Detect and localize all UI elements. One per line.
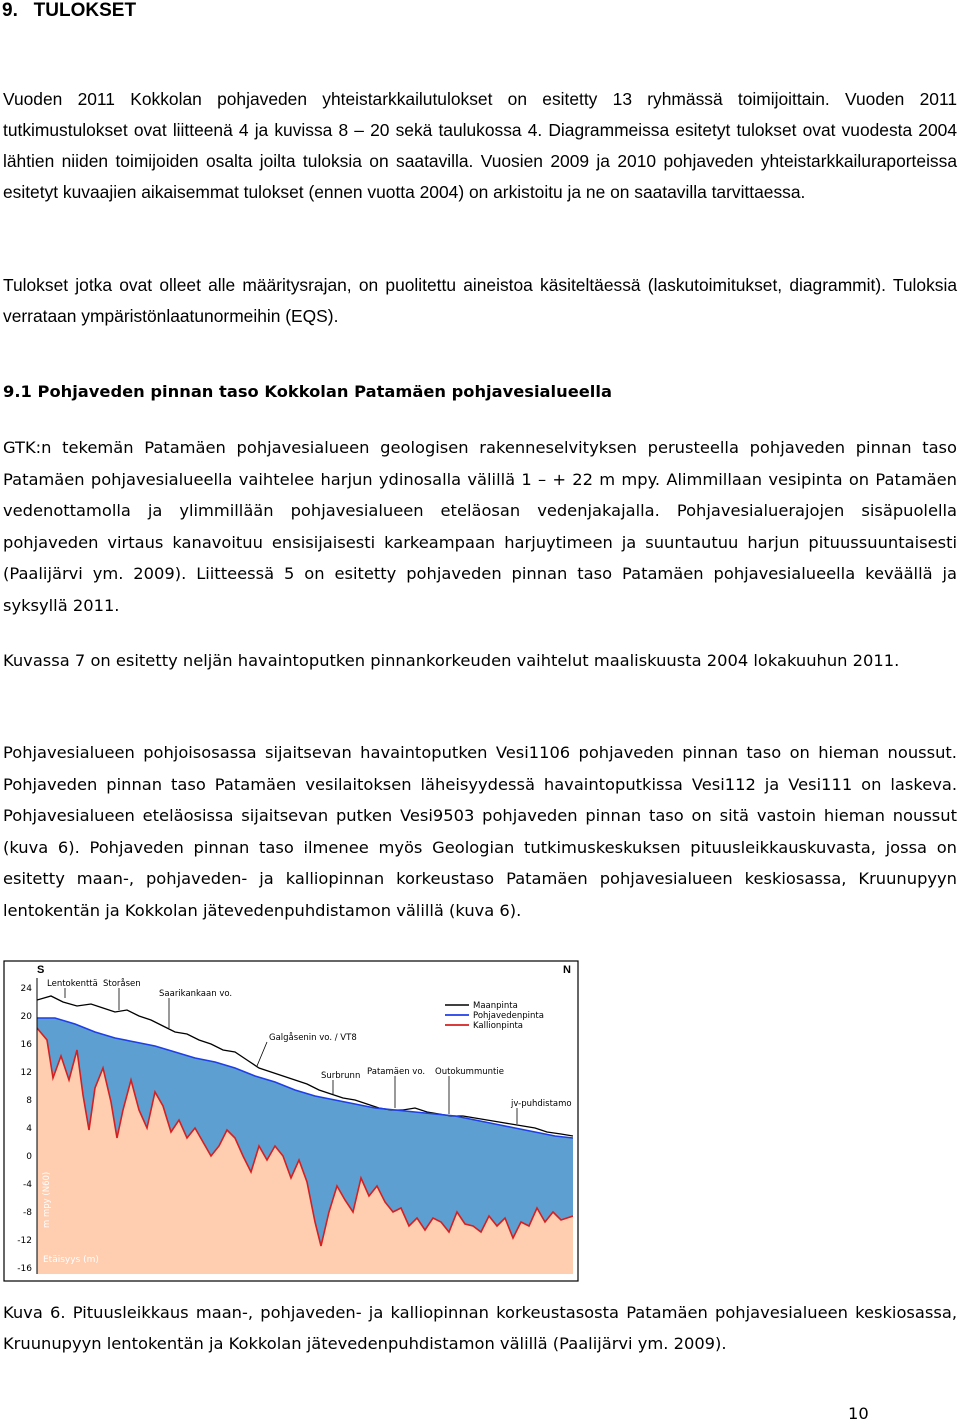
y-tick-label: 0 — [26, 1152, 32, 1162]
paragraph-intro: Vuoden 2011 Kokkolan pohjaveden yhteistarkkailutulokset on esitetty 13 ryhmässä toimijoittain. Vuoden 2011 tutkimustulokset ovat liitteenä 4 ja kuvissa 8 – 20 sekä taulukossa 4. Diagrammeissa esitetyt tulokset ovat vuodesta 2004 lähtien niiden toimijoiden osalta joilta tuloksia on saatavilla. Vuosien 2009 ja 2010 pohjaveden yhteistarkkailuraporteissa esitetyt kuvaajien aikaisemmat tulokset (ennen vuotta 2004) on arkistoitu ja ne on saatavilla tarvittaessa. — [3, 89, 957, 202]
subsection-heading: 9.1 Pohjaveden pinnan taso Kokkolan Patamäen pohjavesialueella — [3, 382, 612, 401]
section-heading: 9. TULOKSET — [2, 0, 137, 21]
legend-label-rock: Kallionpinta — [473, 1021, 523, 1031]
direction-south: S — [37, 964, 45, 976]
place-label-patamaen: Patamäen vo. — [367, 1067, 426, 1077]
place-label-lentokentta: Lentokenttä — [47, 979, 98, 989]
legend-label-ground: Maanpinta — [473, 1001, 518, 1011]
y-tick-label: -4 — [23, 1180, 32, 1190]
y-tick-label: 4 — [26, 1124, 32, 1134]
place-label-jvpuhdistamo: jv-puhdistamo — [511, 1099, 572, 1109]
x-axis-label: Etäisyys (m) — [43, 1255, 99, 1265]
place-label-saarikankaan: Saarikankaan vo. — [159, 989, 233, 999]
y-tick-label: -16 — [17, 1264, 32, 1274]
y-tick-label: 12 — [20, 1068, 32, 1078]
page-number: 10 — [848, 1404, 869, 1423]
figure-caption: Kuva 6. Pituusleikkaus maan-, pohjaveden- ja kalliopinnan korkeustasosta Patamäen pohjavesialueen keskiosassa, Kruunupyyn lentokentän ja Kokkolan jätevedenpuhdistamon välillä (Paalijärvi ym. 2009). — [3, 1303, 957, 1353]
y-tick-label: -8 — [23, 1208, 32, 1218]
place-label-outokummuntie: Outokummuntie — [435, 1067, 504, 1077]
paragraph-observation-wells: Pohjavesialueen pohjoisosassa sijaitsevan havaintoputken Vesi1106 pohjaveden pinnan taso on hieman noussut. Pohjaveden pinnan taso Patamäen vesilaitoksen läheisyydessä havaintoputkissa Vesi112 ja Vesi111 on laskeva. Pohjavesialueen eteläosissa sijaitsevan putken Vesi9503 pohjaveden pinnan taso on sitä vastoin hieman noussut (kuva 6). Pohjaveden pinnan taso ilmenee myös Geologian tutkimuskeskuksen pituusleikkauskuvasta, jossa on esitetty maan-, pohjaveden- ja kalliopinnan korkeustaso Patamäen pohjavesialueen keskiosassa, Kruunupyyn lentokentän ja Kokkolan jätevedenpuhdistamon välillä (kuva 6). — [3, 743, 957, 920]
legend-label-water: Pohjavedenpinta — [473, 1011, 544, 1021]
y-tick-label: 16 — [20, 1040, 32, 1050]
y-tick-label: 8 — [26, 1096, 32, 1106]
y-tick-label: 20 — [20, 1012, 32, 1022]
paragraph-figure-reference: Kuvassa 7 on esitetty neljän havaintoputken pinnankorkeuden vaihtelut maaliskuusta 2004 lokakuuhun 2011. — [3, 651, 900, 670]
longitudinal-section-figure — [3, 960, 579, 1282]
y-tick-label: 24 — [20, 984, 32, 994]
y-tick-label: -12 — [17, 1236, 32, 1246]
paragraph-detection-limit: Tulokset jotka ovat olleet alle määritysrajan, on puolitettu aineistoa käsiteltäessä (laskutoimitukset, diagrammit). Tuloksia verrataan ympäristönlaatunormeihin (EQS). — [3, 275, 957, 326]
place-label-surbrunn: Surbrunn — [321, 1071, 361, 1081]
paragraph-groundwater-level: GTK:n tekemän Patamäen pohjavesialueen geologisen rakenneselvityksen perusteella pohjaveden pinnan taso Patamäen pohjavesialueella vaihtelee harjun ydinosalla välillä 1 – + 22 m mpy. Alimmillaan vesipinta on Patamäen vedenottamolla ja ylimmillään pohjavesialueen eteläosan vedenjakajalla. Pohjavesialuerajojen sisäpuolella pohjaveden virtaus kanavoituu ensisijaisesti karkeampaan harjuytimeen ja suuntautuu harjun pituussuuntaisesti (Paalijärvi ym. 2009). Liitteessä 5 on esitetty pohjaveden pinnan taso Patamäen pohjavesialueella keväällä ja syksyllä 2011. — [3, 438, 957, 615]
direction-north: N — [563, 964, 571, 976]
place-label-storasen: Storåsen — [103, 979, 141, 989]
place-label-galgasenin: Galgåsenin vo. / VT8 — [269, 1033, 357, 1043]
y-axis-label: m mpy (N60) — [42, 1171, 52, 1228]
section-svg — [3, 960, 579, 1282]
